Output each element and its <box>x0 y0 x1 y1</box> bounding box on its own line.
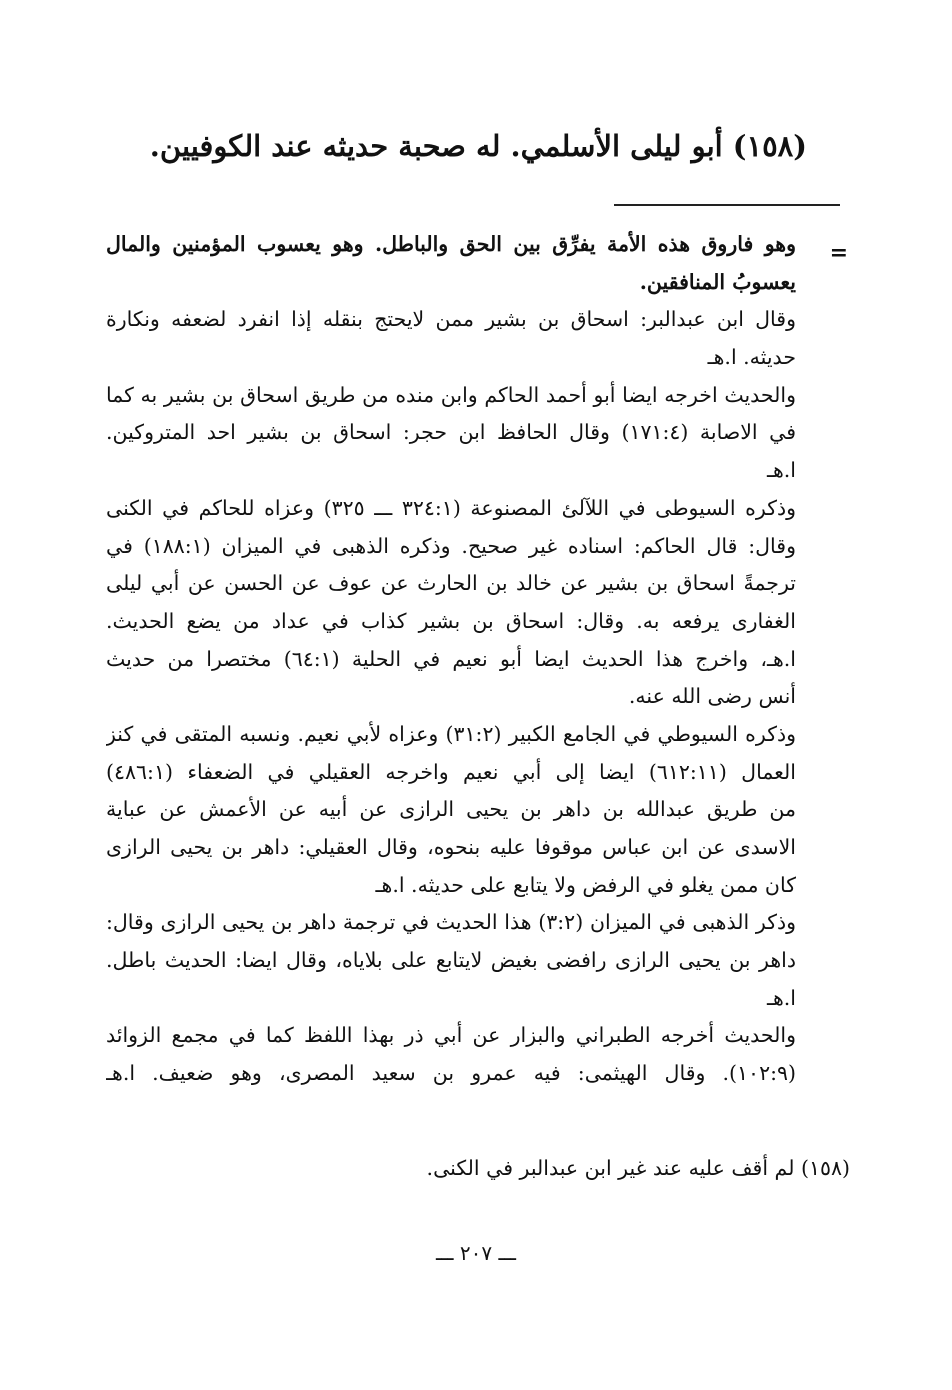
footnote-158: (١٥٨) لم أقف عليه عند غير ابن عبدالبر في الكنى. <box>426 1156 850 1180</box>
footnote-block <box>106 226 796 1093</box>
footnote-line: ا.هـ <box>766 985 796 1010</box>
footnote-line: وذكره السيوطي في الجامع الكبير (٣١:٢) وعزاه لأبي نعيم. ونسبه المتقى في كنز <box>106 721 796 746</box>
footnote-line: ترجمةً اسحاق بن بشير عن خالد بن الحارث عن عوف عن الحسن عن أبي ليلى <box>106 571 796 596</box>
footnote-line: وذكره السيوطى في اللآلئ المصنوعة (٣٢٤:١ ـــ ٣٢٥) وعزاه للحاكم في الكنى <box>106 495 796 520</box>
footnote-line: والحديث أخرجه الطبراني والبزار عن أبي ذر بهذا اللفظ كما في مجمع الزوائد <box>106 1023 796 1048</box>
footnote-line: حديثه. ا.هـ <box>707 345 796 370</box>
footnote-line: وذكر الذهبى في الميزان (٣:٢) هذا الحديث في ترجمة داهر بن يحيى الرازى وقال: <box>106 910 796 935</box>
footnote-line: العمال (٦١٢:١١) ايضا إلى أبي نعيم واخرجه العقيلي في الضعفاء (٤٨٦:١) <box>106 759 796 784</box>
footnote-line: أنس رضى الله عنه. <box>628 684 796 709</box>
footnote-line: وقال: قال الحاكم: اسناده غير صحيح. وذكره الذهبى في الميزان (١٨٨:١) في <box>106 533 796 558</box>
footnote-line: يعسوبُ المنافقين. <box>639 269 796 294</box>
footnote-line: كان ممن يغلو في الرفض ولا يتابع على حديثه. ا.هـ <box>375 872 796 897</box>
footnote-line: الاسدى عن ابن عباس موقوفا عليه بنحوه، وقال العقيلي: داهر بن يحيى الرازى <box>106 835 796 859</box>
footnote-line: وهو فاروق هذه الأمة يفرِّق بين الحق والباطل. وهو يعسوب المؤمنين والمال <box>106 232 796 256</box>
footnote-line: وقال ابن عبدالبر: اسحاق بن بشير ممن لايحتج بنقله إذا انفرد لضعفه ونكارة <box>106 307 796 332</box>
footnote-line: داهر بن يحيى الرازى رافضى بغيض لايتابع على بلاياه، وقال ايضا: الحديث باطل. <box>106 948 796 973</box>
entry-heading: (١٥٨) أبو ليلى الأسلمي. له صحبة حديثه عند الكوفيين. <box>149 129 807 163</box>
footnote-line: (١٠٢:٩). وقال الهيثمى: فيه عمرو بن سعيد المصرى، وهو ضعيف. ا.هـ <box>106 1061 796 1086</box>
footnote-line: الغفارى يرفعه به. وقال: اسحاق بن بشير كذاب في عداد من يضع الحديث. <box>106 608 796 633</box>
footnote-line: في الاصابة (١٧١:٤) وقال الحافظ ابن حجر: اسحاق بن بشير احد المتروكين. <box>106 420 796 445</box>
footnote-line: ا.هـ <box>766 458 796 483</box>
continuation-mark: = <box>829 240 848 266</box>
footnote-line: والحديث اخرجه ايضا أبو أحمد الحاكم وابن منده من طريق اسحاق بن بشير به كما <box>106 382 796 407</box>
footnote-line: ا.هـ، واخرج هذا الحديث ايضا أبو نعيم في الحلية (٦٤:١) مختصرا من حديث <box>106 646 796 671</box>
page-number: ـــ ٢٠٧ ـــ <box>435 1241 517 1265</box>
footnote-separator-rule <box>614 204 840 206</box>
footnote-line: من طريق عبدالله بن داهر بن يحيى الرازى عن أبيه عن الأعمش عن عباية <box>106 797 796 822</box>
